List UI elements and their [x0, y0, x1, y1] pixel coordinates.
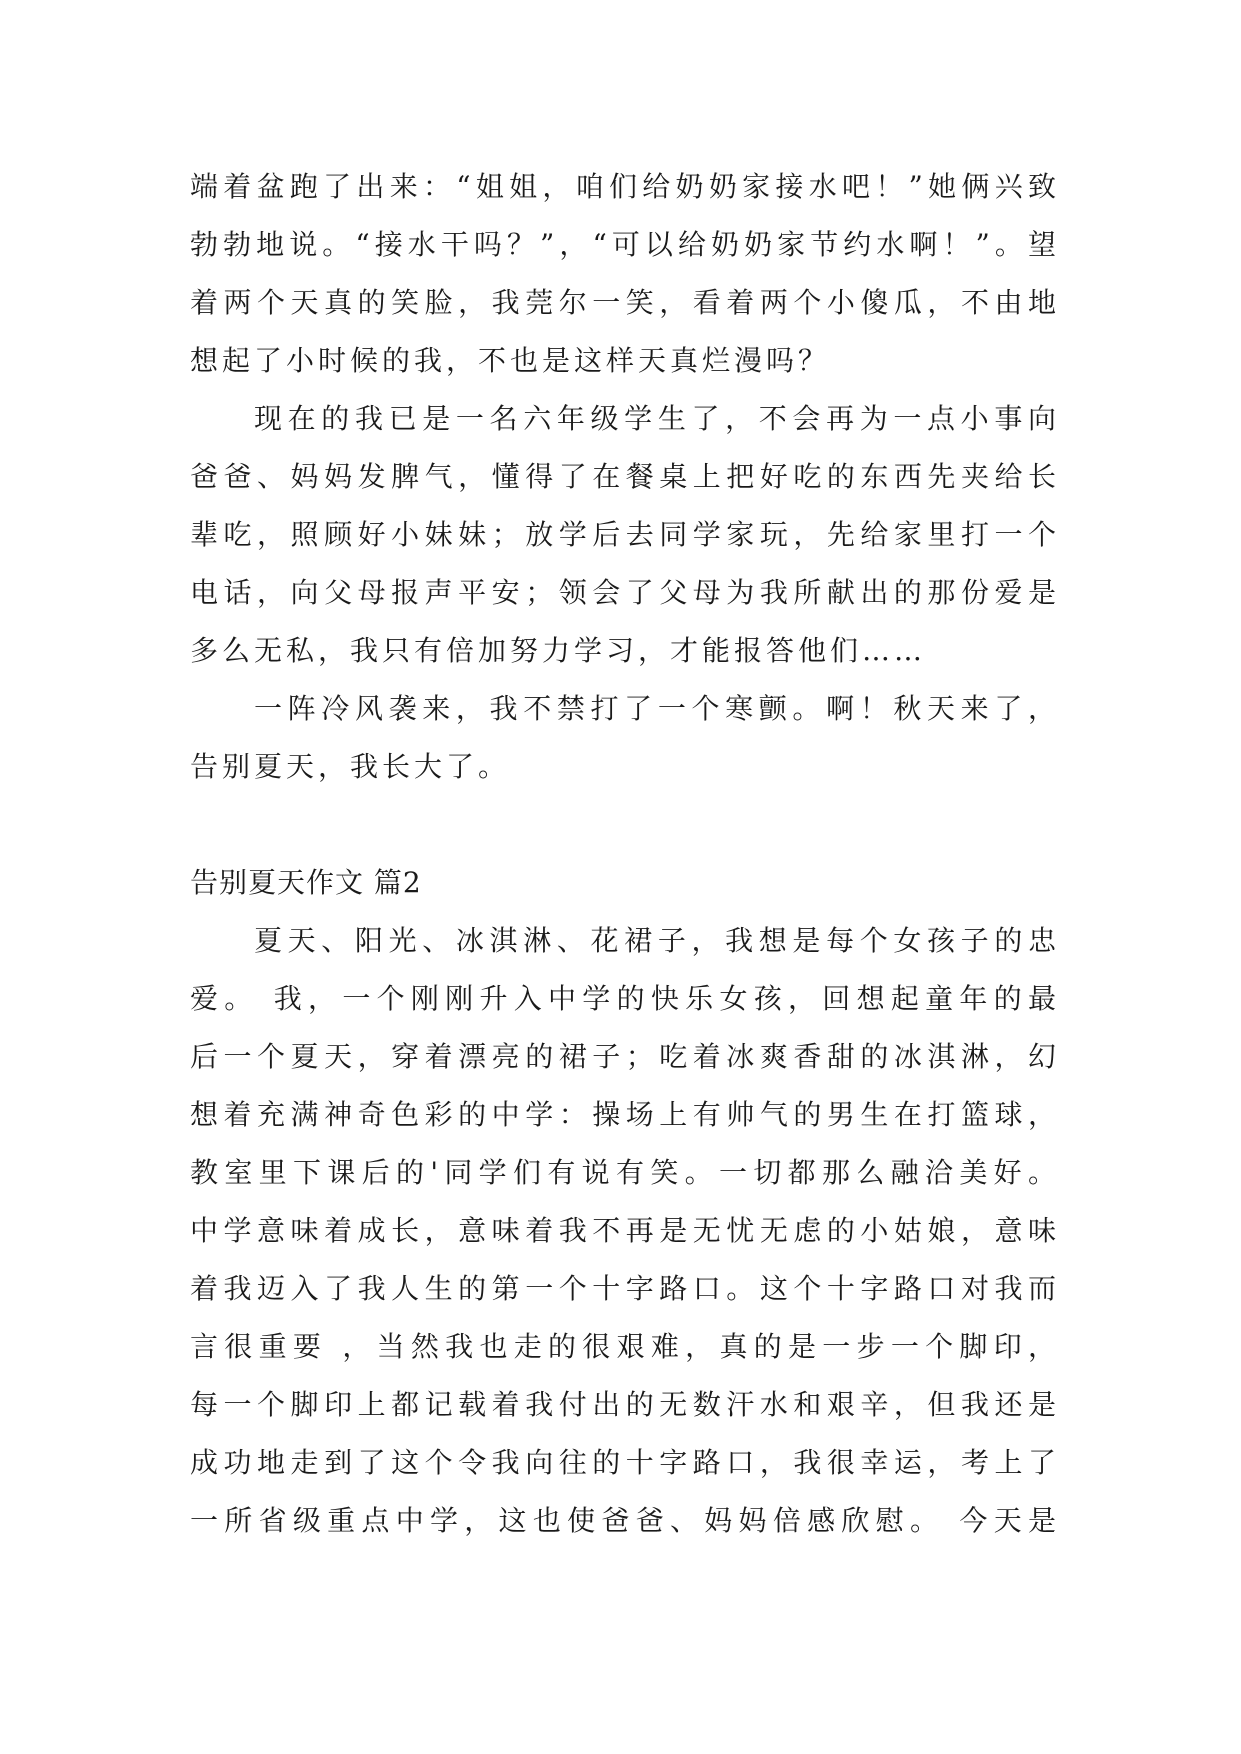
- text-line: 勃勃地说。“接水干吗？”，“可以给奶奶家节约水啊！”。望: [190, 228, 1056, 261]
- text-line: 成功地走到了这个令我向往的十字路口，我很幸运，考上了: [190, 1446, 1056, 1479]
- text-line: 现在的我已是一名六年级学生了，不会再为一点小事向: [254, 402, 1056, 435]
- text-line: 中学意味着成长，意味着我不再是无忧无虑的小姑娘，意味: [190, 1214, 1056, 1247]
- blank-line: [190, 796, 1056, 854]
- text-line: 电话，向父母报声平安；领会了父母为我所献出的那份爱是: [190, 576, 1056, 609]
- text-line: 教室里下课后的'同学们有说有笑。一切都那么融洽美好。: [190, 1156, 1056, 1189]
- text-line: 夏天、阳光、冰淇淋、花裙子，我想是每个女孩子的忠: [254, 924, 1056, 957]
- text-line: 言很重要 ，当然我也走的很艰难，真的是一步一个脚印，: [190, 1330, 1056, 1363]
- text-line: 着两个天真的笑脸，我莞尔一笑，看着两个小傻瓜，不由地: [190, 286, 1056, 319]
- text-line: 每一个脚印上都记载着我付出的无数汗水和艰辛，但我还是: [190, 1388, 1056, 1421]
- text-line: 后一个夏天，穿着漂亮的裙子；吃着冰爽香甜的冰淇淋，幻: [190, 1040, 1056, 1073]
- text-line: 多么无私，我只有倍加努力学习，才能报答他们……: [190, 634, 927, 667]
- section-heading: 告别夏天作文 篇2: [190, 866, 422, 899]
- text-line: 爱。 我，一个刚刚升入中学的快乐女孩，回想起童年的最: [190, 982, 1056, 1015]
- document-page: [190, 158, 1056, 1550]
- text-line: 告别夏天，我长大了。: [190, 750, 511, 783]
- text-line: 端着盆跑了出来：“姐姐，咱们给奶奶家接水吧！”她俩兴致: [190, 170, 1056, 203]
- text-line: 想着充满神奇色彩的中学：操场上有帅气的男生在打篮球，: [190, 1098, 1056, 1131]
- text-line: 辈吃，照顾好小妹妹；放学后去同学家玩，先给家里打一个: [190, 518, 1056, 551]
- text-line: 一所省级重点中学，这也使爸爸、妈妈倍感欣慰。 今天是: [190, 1504, 1056, 1537]
- text-line: 一阵冷风袭来，我不禁打了一个寒颤。啊！秋天来了，: [254, 692, 1056, 725]
- text-line: 想起了小时候的我，不也是这样天真烂漫吗？: [190, 344, 831, 377]
- text-line: 爸爸、妈妈发脾气，懂得了在餐桌上把好吃的东西先夹给长: [190, 460, 1056, 493]
- text-line: 着我迈入了我人生的第一个十字路口。这个十字路口对我而: [190, 1272, 1056, 1305]
